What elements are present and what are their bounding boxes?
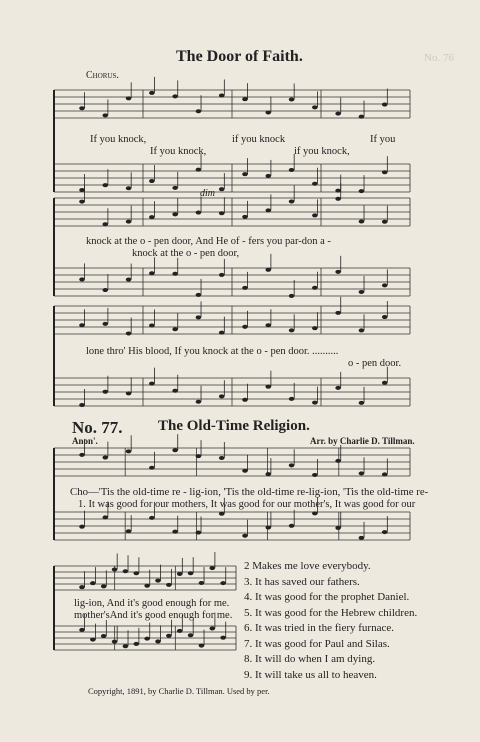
note-head (102, 515, 108, 519)
verse-item: 9. It will take us all to heaven. (244, 668, 377, 681)
note-head (188, 571, 194, 575)
note-head (219, 187, 225, 191)
note-head (265, 526, 271, 530)
note-head (102, 113, 108, 117)
note-head (382, 381, 388, 385)
note-head (209, 626, 215, 630)
note-head (90, 638, 96, 642)
note-head (144, 584, 150, 588)
note-head (289, 524, 295, 528)
note-head (196, 315, 202, 319)
note-head (149, 215, 155, 219)
note-head (149, 91, 155, 95)
note-head (79, 323, 85, 327)
note-head (126, 96, 132, 100)
author-left: Anon'. (72, 436, 98, 446)
note-head (265, 208, 271, 212)
note-head (219, 93, 225, 97)
chorus-label: Chorus. (86, 70, 119, 81)
note-head (188, 633, 194, 637)
note-head (359, 401, 365, 405)
note-head (312, 326, 318, 330)
note-head (359, 471, 365, 475)
note-head (172, 389, 178, 393)
note-head (289, 199, 295, 203)
note-head (220, 636, 226, 640)
note-head (101, 634, 107, 638)
note-head (133, 571, 139, 575)
hymn-76-number-faint: No. 76 (424, 52, 454, 64)
note-head (335, 459, 341, 463)
note-head (112, 567, 118, 571)
note-head (312, 213, 318, 217)
note-head (196, 109, 202, 113)
note-head (359, 189, 365, 193)
note-head (172, 212, 178, 216)
note-head (166, 583, 172, 587)
note-head (382, 103, 388, 107)
note-head (126, 186, 132, 190)
note-head (242, 97, 248, 101)
note-head (382, 170, 388, 174)
verse-list (244, 560, 417, 684)
note-head (172, 530, 178, 534)
note-head (79, 628, 85, 632)
note-head (79, 525, 85, 529)
note-head (126, 529, 132, 533)
hymn-77-number: No. 77. (72, 418, 123, 437)
note-head (335, 270, 341, 274)
note-head (335, 197, 341, 201)
lyric-line2-upper: knock at the o - pen door, And He of - fers you par-don a - (86, 236, 331, 247)
note-head (79, 200, 85, 204)
note-head (123, 644, 129, 648)
note-head (335, 189, 341, 193)
note-head (196, 293, 202, 297)
note-head (219, 273, 225, 277)
note-head (102, 222, 108, 226)
note-head (209, 566, 215, 570)
verse-item: 6. It was tried in the fiery furnace. (244, 622, 394, 634)
note-head (177, 572, 183, 576)
author-right: Arr. by Charlie D. Tillman. (310, 436, 415, 446)
note-head (149, 271, 155, 275)
lyric-line2-lower: knock at the o - pen door, (132, 248, 240, 259)
verse-item: 2 Makes me love everybody. (244, 560, 371, 572)
note-head (220, 581, 226, 585)
note-head (166, 634, 172, 638)
note-head (359, 115, 365, 119)
note-head (126, 220, 132, 224)
note-head (172, 272, 178, 276)
verse-item: 8. It will do when I am dying. (244, 653, 376, 665)
note-head (242, 325, 248, 329)
note-head (242, 398, 248, 402)
note-head (265, 472, 271, 476)
hymn-77-title: The Old-Time Religion. (158, 418, 310, 434)
verse-item: 5. It was good for the Hebrew children. (244, 606, 418, 619)
note-head (79, 277, 85, 281)
lyric-line1-lower-a: If you knock, (150, 146, 207, 157)
note-head (382, 530, 388, 534)
note-head (102, 288, 108, 292)
note-head (102, 390, 108, 394)
copyright-line: Copyright, 1891, by Charlie D. Tillman. Used by per. (88, 686, 270, 696)
verse-item: 4. It was good for the prophet Daniel. (244, 591, 410, 603)
lyric-77-verse-line: 1. It was good for our mothers, It was good for our mother's, It was good for our (78, 499, 416, 510)
note-head (289, 294, 295, 298)
note-head (149, 323, 155, 327)
lyric-line1-lower-b: if you knock, (294, 146, 350, 157)
verse-item: 3. It has saved our fathers. (244, 575, 360, 588)
note-head (312, 105, 318, 109)
note-head (196, 400, 202, 404)
note-head (265, 110, 271, 114)
note-head (144, 637, 150, 641)
note-head (335, 311, 341, 315)
note-head (289, 168, 295, 172)
note-head (382, 220, 388, 224)
note-head (242, 215, 248, 219)
note-head (101, 584, 107, 588)
note-head (382, 315, 388, 319)
note-head (177, 629, 183, 633)
note-head (196, 211, 202, 215)
lyric-77-line2-lower: mother'sAnd it's good enough for me. (74, 610, 233, 621)
note-head (102, 456, 108, 460)
note-head (102, 183, 108, 187)
note-head (312, 511, 318, 515)
note-head (265, 385, 271, 389)
note-head (265, 323, 271, 327)
note-head (289, 328, 295, 332)
note-head (359, 536, 365, 540)
note-head (196, 168, 202, 172)
note-head (382, 283, 388, 287)
note-head (312, 401, 318, 405)
lyric-line3-upper: lone thro' His blood, If you knock at the o - pen door. .......... (86, 346, 339, 357)
note-head (149, 179, 155, 183)
note-head (79, 188, 85, 192)
note-head (219, 394, 225, 398)
lyric-77-line2-upper: lig-ion, And it's good enough for me. (74, 598, 230, 609)
note-head (79, 585, 85, 589)
note-head (126, 331, 132, 335)
lyric-77-chorus-line: Cho—'Tis the old-time re - lig-ion, 'Tis the old-time re-lig-ion, 'Tis the old-time re- (70, 486, 429, 498)
note-head (102, 322, 108, 326)
note-head (335, 112, 341, 116)
note-head (219, 331, 225, 335)
note-head (133, 642, 139, 646)
note-head (335, 526, 341, 530)
note-head (289, 463, 295, 467)
note-head (196, 531, 202, 535)
note-head (219, 512, 225, 516)
note-head (172, 448, 178, 452)
note-head (149, 382, 155, 386)
note-head (382, 472, 388, 476)
note-head (126, 449, 132, 453)
note-head (242, 286, 248, 290)
dim-mark: dim (200, 188, 215, 199)
note-head (312, 473, 318, 477)
note-head (172, 94, 178, 98)
note-head (149, 516, 155, 520)
note-head (265, 268, 271, 272)
note-head (155, 579, 161, 583)
note-head (112, 640, 118, 644)
note-head (289, 97, 295, 101)
note-head (312, 286, 318, 290)
note-head (126, 278, 132, 282)
note-head (242, 534, 248, 538)
note-head (265, 174, 271, 178)
note-head (90, 581, 96, 585)
note-head (126, 391, 132, 395)
lyric-line3-lower: o - pen door. (348, 358, 402, 369)
note-head (172, 186, 178, 190)
note-head (335, 386, 341, 390)
note-head (242, 469, 248, 473)
hymn-76-title: The Door of Faith. (176, 48, 303, 65)
note-head (199, 644, 205, 648)
note-head (312, 182, 318, 186)
note-head (196, 454, 202, 458)
lyric-line1-upper-b: if you knock (232, 134, 286, 145)
note-head (79, 106, 85, 110)
note-head (155, 639, 161, 643)
note-head (359, 219, 365, 223)
note-head (79, 403, 85, 407)
note-head (219, 456, 225, 460)
note-head (289, 397, 295, 401)
note-head (172, 327, 178, 331)
note-head (359, 290, 365, 294)
note-head (199, 581, 205, 585)
note-head (359, 328, 365, 332)
note-head (149, 466, 155, 470)
lyric-line1-upper-c: If you (370, 134, 396, 145)
note-head (79, 453, 85, 457)
lyric-line1-upper-a: If you knock, (90, 134, 147, 145)
verse-item: 7. It was good for Paul and Silas. (244, 637, 390, 650)
note-head (123, 569, 129, 573)
note-head (242, 172, 248, 176)
note-head (219, 211, 225, 215)
